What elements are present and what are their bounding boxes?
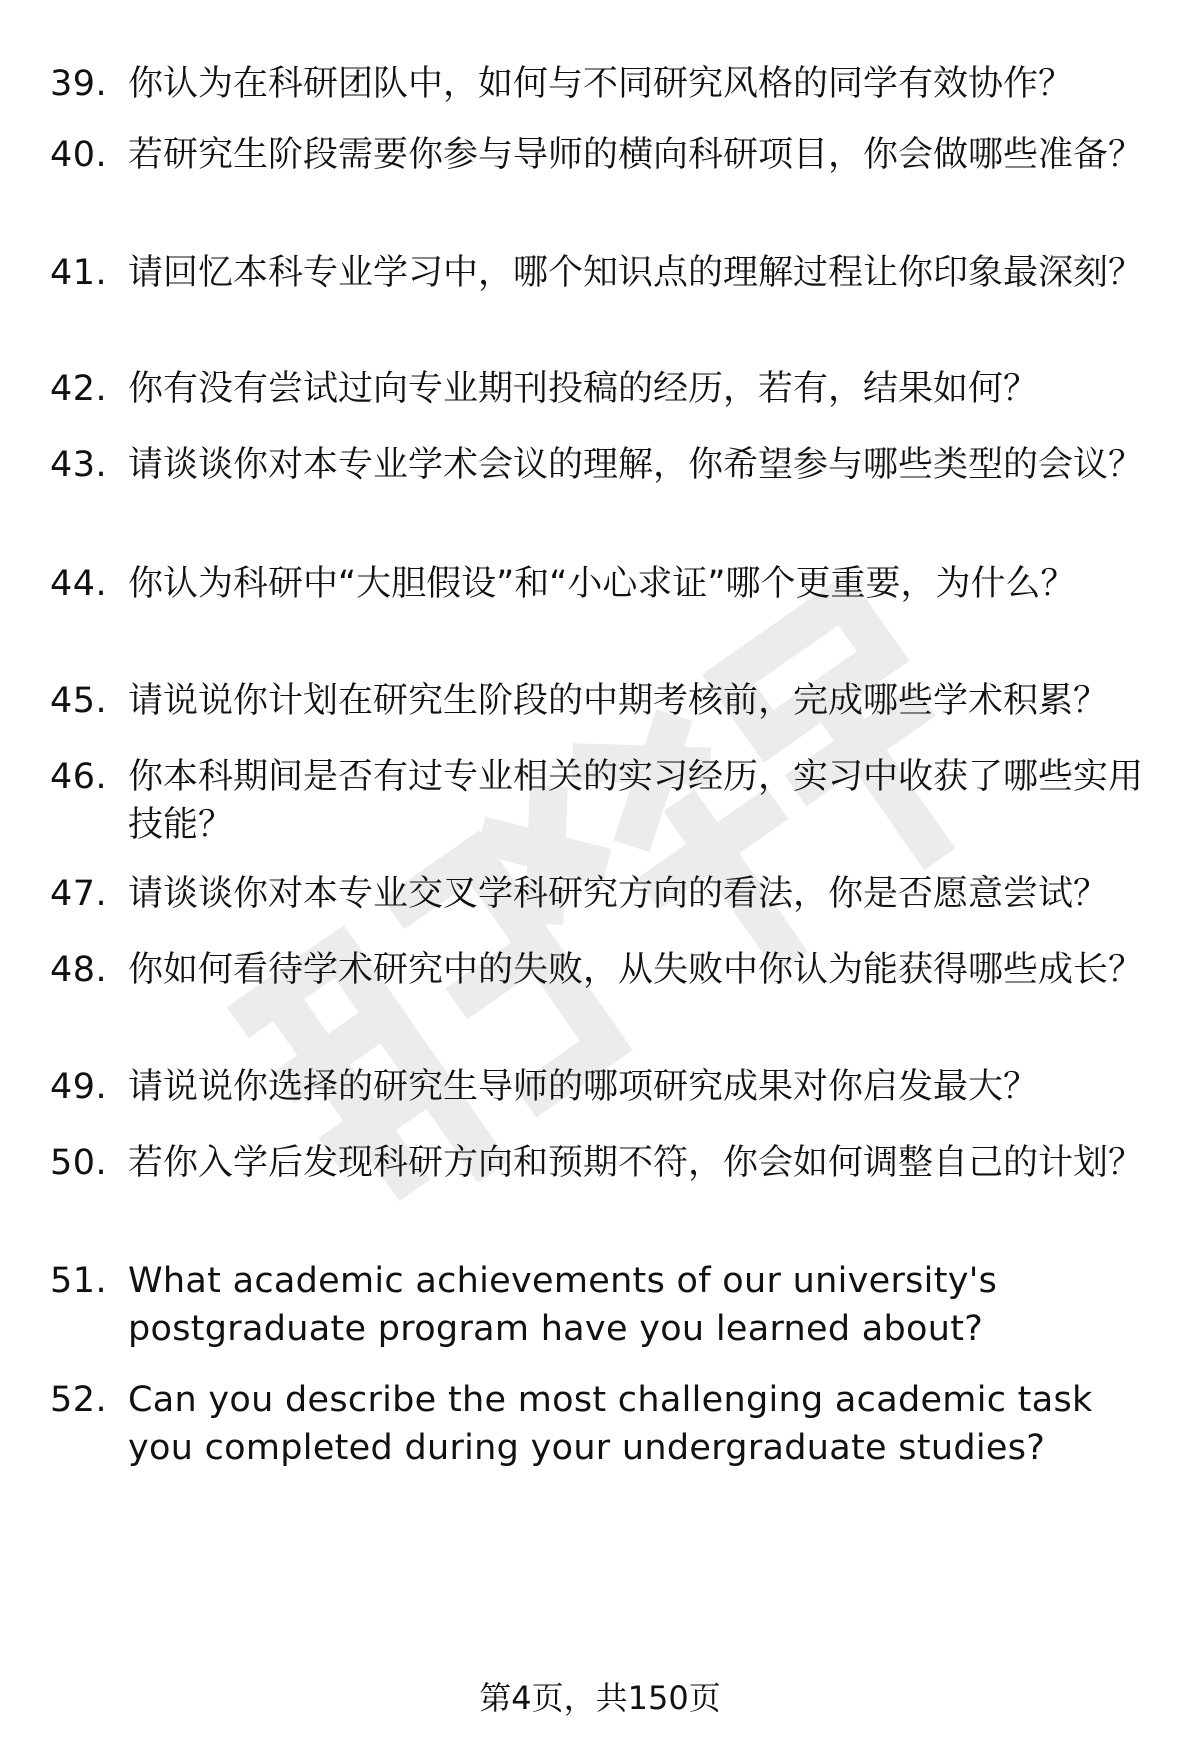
question-item-47 — [50, 870, 1150, 918]
question-item-50 — [50, 1139, 1150, 1187]
question-text: 请谈谈你对本专业学术会议的理解，你希望参与哪些类型的会议？ — [128, 445, 1144, 485]
page-footer — [0, 1678, 1200, 1718]
question-number: 39. — [50, 64, 108, 104]
question-text: What academic achievements of our university's postgraduate program have you learned about? — [128, 1261, 998, 1349]
question-item-51 — [50, 1257, 1150, 1353]
question-number: 42. — [50, 369, 108, 409]
question-number: 50. — [50, 1143, 108, 1183]
question-item-49 — [50, 1063, 1150, 1111]
question-text: 你有没有尝试过向专业期刊投稿的经历，若有，结果如何？ — [128, 369, 1039, 409]
question-text: 请说说你计划在研究生阶段的中期考核前，完成哪些学术积累？ — [128, 681, 1109, 721]
question-number: 46. — [50, 757, 108, 797]
question-item-42 — [50, 365, 1150, 413]
question-item-40 — [50, 131, 1150, 179]
question-item-41 — [50, 249, 1150, 297]
question-text: 请谈谈你对本专业交叉学科研究方向的看法，你是否愿意尝试？ — [128, 874, 1109, 914]
question-number: 49. — [50, 1067, 108, 1107]
question-text: 请说说你选择的研究生导师的哪项研究成果对你启发最大？ — [128, 1067, 1039, 1107]
page-number-label: 第4页，共150页 — [479, 1679, 721, 1717]
question-number: 44. — [50, 564, 108, 604]
question-item-43 — [50, 441, 1150, 489]
question-item-45 — [50, 677, 1150, 725]
question-number: 52. — [50, 1380, 108, 1420]
question-number: 47. — [50, 874, 108, 914]
question-item-46 — [50, 753, 1150, 849]
question-text: 你认为在科研团队中，如何与不同研究风格的同学有效协作？ — [128, 64, 1074, 104]
question-text: 你认为科研中“大胆假设”和“小心求证”哪个更重要，为什么？ — [128, 564, 1076, 604]
question-text: 请回忆本科专业学习中，哪个知识点的理解过程让你印象最深刻？ — [128, 253, 1144, 293]
question-text: 若你入学后发现科研方向和预期不符，你会如何调整自己的计划？ — [128, 1143, 1144, 1183]
question-item-44 — [50, 560, 1150, 608]
question-text: 你如何看待学术研究中的失败，从失败中你认为能获得哪些成长？ — [128, 950, 1144, 990]
question-number: 40. — [50, 135, 108, 175]
question-text: 你本科期间是否有过专业相关的实习经历，实习中收获了哪些实用技能？ — [128, 757, 1144, 845]
question-number: 48. — [50, 950, 108, 990]
question-item-52 — [50, 1376, 1150, 1472]
question-text: Can you describe the most challenging academic task you completed during your undergraduate studies? — [128, 1380, 1093, 1468]
question-item-48 — [50, 946, 1150, 994]
question-number: 43. — [50, 445, 108, 485]
question-number: 45. — [50, 681, 108, 721]
question-number: 51. — [50, 1261, 108, 1301]
question-text: 若研究生阶段需要你参与导师的横向科研项目，你会做哪些准备？ — [128, 135, 1144, 175]
question-number: 41. — [50, 253, 108, 293]
question-item-39 — [50, 60, 1150, 108]
